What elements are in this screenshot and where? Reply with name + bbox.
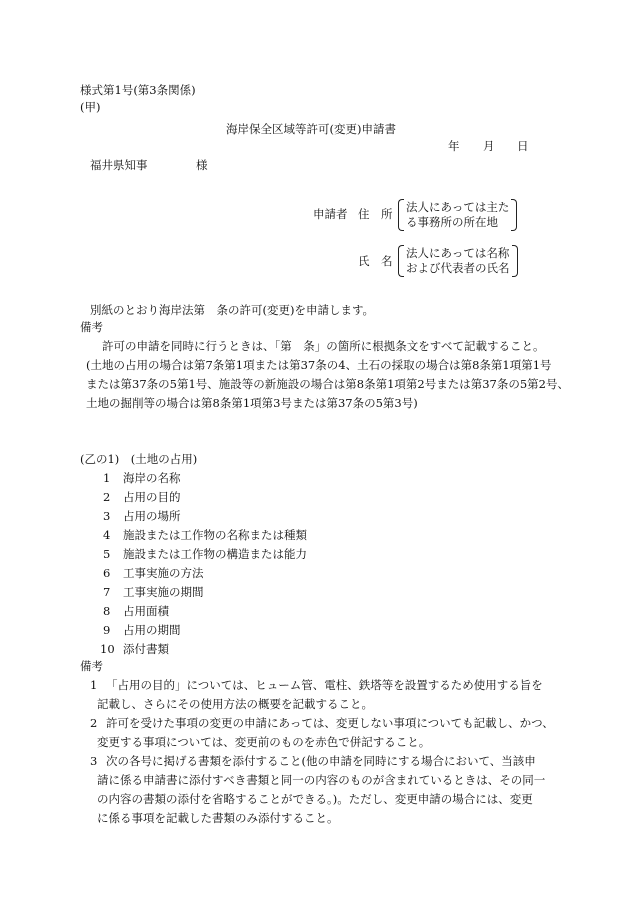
list-item: 1 海岸の名称 (103, 471, 181, 485)
application-statement: 別紙のとおり海岸法第 条の許可(変更)を申請します。 (90, 303, 375, 317)
name-note (398, 245, 518, 277)
name-note-line-1: 法人にあっては名称 (406, 246, 510, 260)
remarks-1-line: (土地の占用の場合は第7条第1項または第37条の4、土石の採取の場合は第8条第1項第1号 (86, 358, 552, 372)
remark-number: 3 (90, 754, 98, 768)
list-item: 7 工事実施の期間 (103, 585, 204, 599)
addressee-honorific: 様 (196, 158, 208, 172)
name-note-line-2: および代表者の氏名 (406, 261, 510, 275)
right-brace (512, 245, 518, 277)
document-title: 海岸保全区域等許可(変更)申請書 (226, 122, 396, 136)
remark-line: 「占用の目的」については、ヒューム管、電柱、鉄塔等を設置するため使用する旨を (106, 678, 543, 692)
form-number: 様式第1号(第3条関係) (80, 83, 196, 97)
list-item: 8 占用面積 (103, 604, 169, 618)
list-item: 5 施設または工作物の構造または能力 (103, 547, 307, 561)
date-month: 月 (483, 139, 495, 153)
remark-number: 1 (90, 678, 98, 692)
date-year: 年 (448, 139, 460, 153)
remarks-1-line: または第37条の5第1号、施設等の新施設の場合は第8条第1項第2号または第37条の5第2号、 (86, 377, 569, 391)
remarks-heading-2: 備考 (80, 659, 103, 673)
part-otsu-heading: (乙の1) (土地の占用) (80, 452, 198, 466)
right-brace (511, 199, 517, 231)
remark-line: 記載し、さらにその使用方法の概要を記載すること。 (97, 697, 373, 711)
address-label: 住 所 (358, 207, 393, 221)
name-label: 氏 名 (358, 254, 393, 268)
list-item: 4 施設または工作物の名称または種類 (103, 528, 307, 542)
addressee-name: 福井県知事 (90, 158, 148, 172)
list-item: 2 占用の目的 (103, 490, 181, 504)
remarks-1-line: 土地の掘削等の場合は第8条第1項第3号または第37条の5第3号) (86, 396, 418, 410)
remarks-heading-1: 備考 (80, 320, 103, 334)
address-note (398, 199, 517, 231)
part-ko-label: (甲) (80, 100, 101, 114)
list-item: 10 添付書類 (100, 642, 169, 656)
list-item: 6 工事実施の方法 (103, 566, 204, 580)
remark-line: 変更する事項については、変更前のものを赤色で併記すること。 (97, 735, 431, 749)
address-note-line-1: 法人にあっては主た (406, 200, 510, 214)
remark-line: の内容の書類の添付を省略することができる。)。ただし、変更申請の場合には、変更 (97, 792, 533, 806)
list-item: 3 占用の場所 (103, 509, 181, 523)
remark-line: に係る事項を記載した書類のみ添付すること。 (97, 811, 339, 825)
remarks-1-line: 許可の申請を同時に行うときは、「第 条」の箇所に根拠条文をすべて記載すること。 (102, 339, 545, 353)
remark-line: 次の各号に掲げる書類を添付すること(他の申請を同時にする場合において、当該申 (106, 754, 536, 768)
remark-line: 請に係る申請書に添付すべき書類と同一の内容のものが含まれているときは、その同一 (97, 773, 546, 787)
date-day: 日 (517, 139, 529, 153)
address-note-line-2: る事務所の所在地 (406, 215, 498, 229)
remark-line: 許可を受けた事項の変更の申請にあっては、変更しない事項についても記載し、かつ、 (106, 716, 554, 730)
applicant-label: 申請者 (313, 207, 348, 221)
remark-number: 2 (90, 716, 98, 730)
list-item: 9 占用の期間 (103, 623, 181, 637)
